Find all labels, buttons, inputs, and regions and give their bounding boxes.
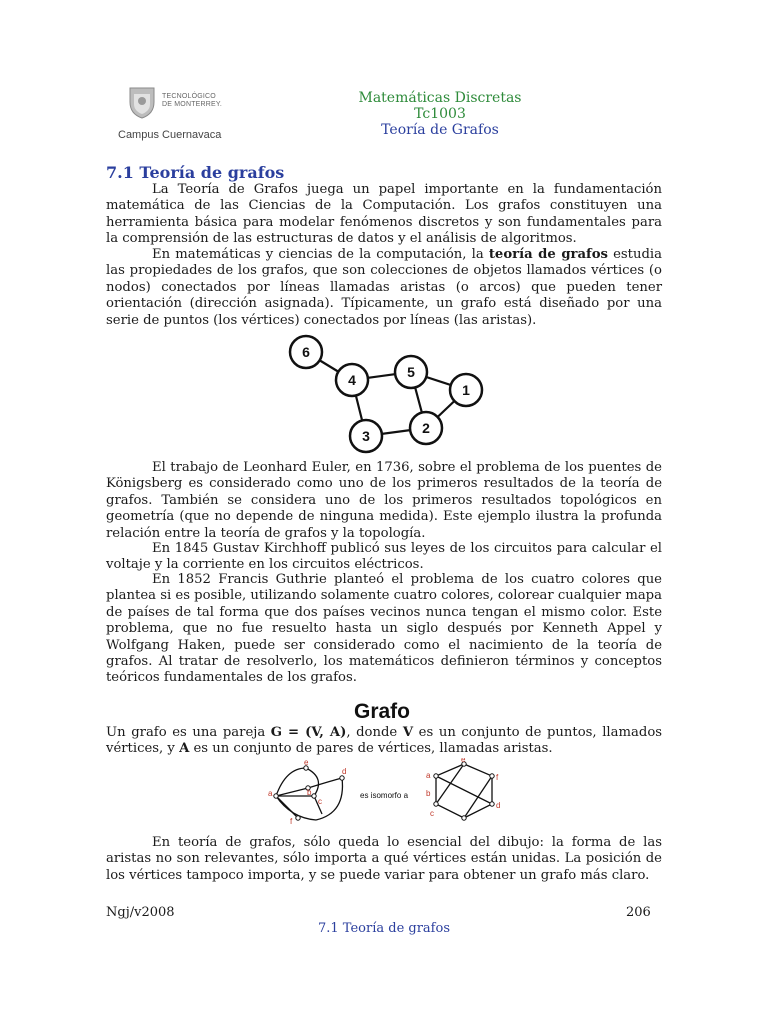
vertex-label: c	[430, 809, 434, 818]
grafo-heading: Grafo	[354, 700, 411, 723]
paragraph-5: En 1852 Francis Guthrie planteó el problema de los cuatro colores que plantea si es posible, utilizando solamente cuatro colores, colorear cualquier mapa de países de tal forma que dos países vecinos nunca tengan el mismo color. Este problema, que no fue resuelto hasta un siglo después por Kenneth Appel y Wolfgang Haken, puede ser considerado como el nacimiento de la teoría de grafos. Al tratar de resolverlo, los matemáticos definieron términos y conceptos teóricos fundamentales de los grafos.	[106, 572, 662, 686]
graph-diagram	[276, 330, 496, 458]
vertex-label: c	[318, 797, 322, 806]
course-code: Tc1003	[414, 106, 466, 122]
node-label: 3	[362, 428, 370, 444]
vertex-label: d	[342, 767, 347, 776]
node-label: 6	[302, 344, 310, 360]
vertex-label: f	[290, 817, 293, 826]
vertex-label: b	[307, 788, 312, 797]
logo-text: TECNOLÓGICO DE MONTERREY.	[162, 93, 223, 108]
vertex-label: d	[496, 801, 501, 810]
isomorphic-caption: es isomorfo a	[360, 791, 409, 800]
paragraph-1: La Teoría de Grafos juega un papel importante en la fundamentación matemática de las Ciencias de la Computación. Los grafos constituyen una herramienta básica para modelar fenómenos discretos y son fundamentales para la comprensión de las estructuras de datos y el análisis de algoritmos.	[106, 182, 662, 247]
paragraph-6: Un grafo es una pareja G = (V, A), donde V es un conjunto de puntos, llamados vértices, y A es un conjunto de pares de vértices, llamadas aristas.	[106, 725, 663, 757]
campus-label: Campus Cuernavaca	[118, 129, 222, 141]
node-label: 5	[407, 364, 415, 380]
course-title: Matemáticas Discretas	[358, 90, 522, 106]
node-label: 1	[462, 382, 470, 398]
footer-section: 7.1 Teoría de grafos	[318, 921, 450, 936]
tec-logo	[124, 84, 244, 120]
footer-version: Ngj/v2008	[106, 905, 175, 920]
paragraph-7: En teoría de grafos, sólo queda lo esencial del dibujo: la forma de las aristas no son relevantes, sólo importa a qué vértices están unidas. La posición de los vértices tampoco importa, y se puede variar para obtener un grafo más claro.	[106, 835, 662, 883]
isomorphism-diagram	[256, 758, 520, 830]
vertex-label: b	[426, 789, 431, 798]
node-label: 4	[348, 372, 356, 388]
section-title: 7.1 Teoría de grafos	[106, 163, 285, 182]
vertex-label: a	[426, 771, 431, 780]
page-number: 206	[626, 905, 651, 920]
bold-term: teoría de grafos	[488, 247, 608, 262]
vertex-label: f	[496, 773, 499, 782]
topic-title: Teoría de Grafos	[381, 122, 499, 138]
vertex-label: e	[461, 758, 466, 764]
vertex-label: e	[304, 758, 309, 767]
paragraph-2: En matemáticas y ciencias de la computación, la teoría de grafos estudia las propiedades de los grafos, que son colecciones de objetos llamados vértices (o nodos) conectados por líneas llamadas aristas (o arcos) que pueden tener orientación (dirección asignada). Típicamente, un grafo está diseñado por una serie de puntos (los vértices) conectados por líneas (las aristas).	[106, 247, 662, 328]
paragraph-3: El trabajo de Leonhard Euler, en 1736, sobre el problema de los puentes de Königsberg es considerado como uno de los primeros resultados de la teoría de grafos. También se considera uno de los primeros resultados topológicos en geometría (que no depende de ninguna medida). Este ejemplo ilustra la profunda relación entre la teoría de grafos y la topología.	[106, 460, 662, 541]
paragraph-4: En 1845 Gustav Kirchhoff publicó sus leyes de los circuitos para calcular el voltaje y la corriente en los circuitos eléctricos.	[106, 541, 662, 573]
vertex-label: a	[268, 789, 273, 798]
shield-logo-icon	[124, 84, 160, 120]
node-label: 2	[422, 420, 430, 436]
